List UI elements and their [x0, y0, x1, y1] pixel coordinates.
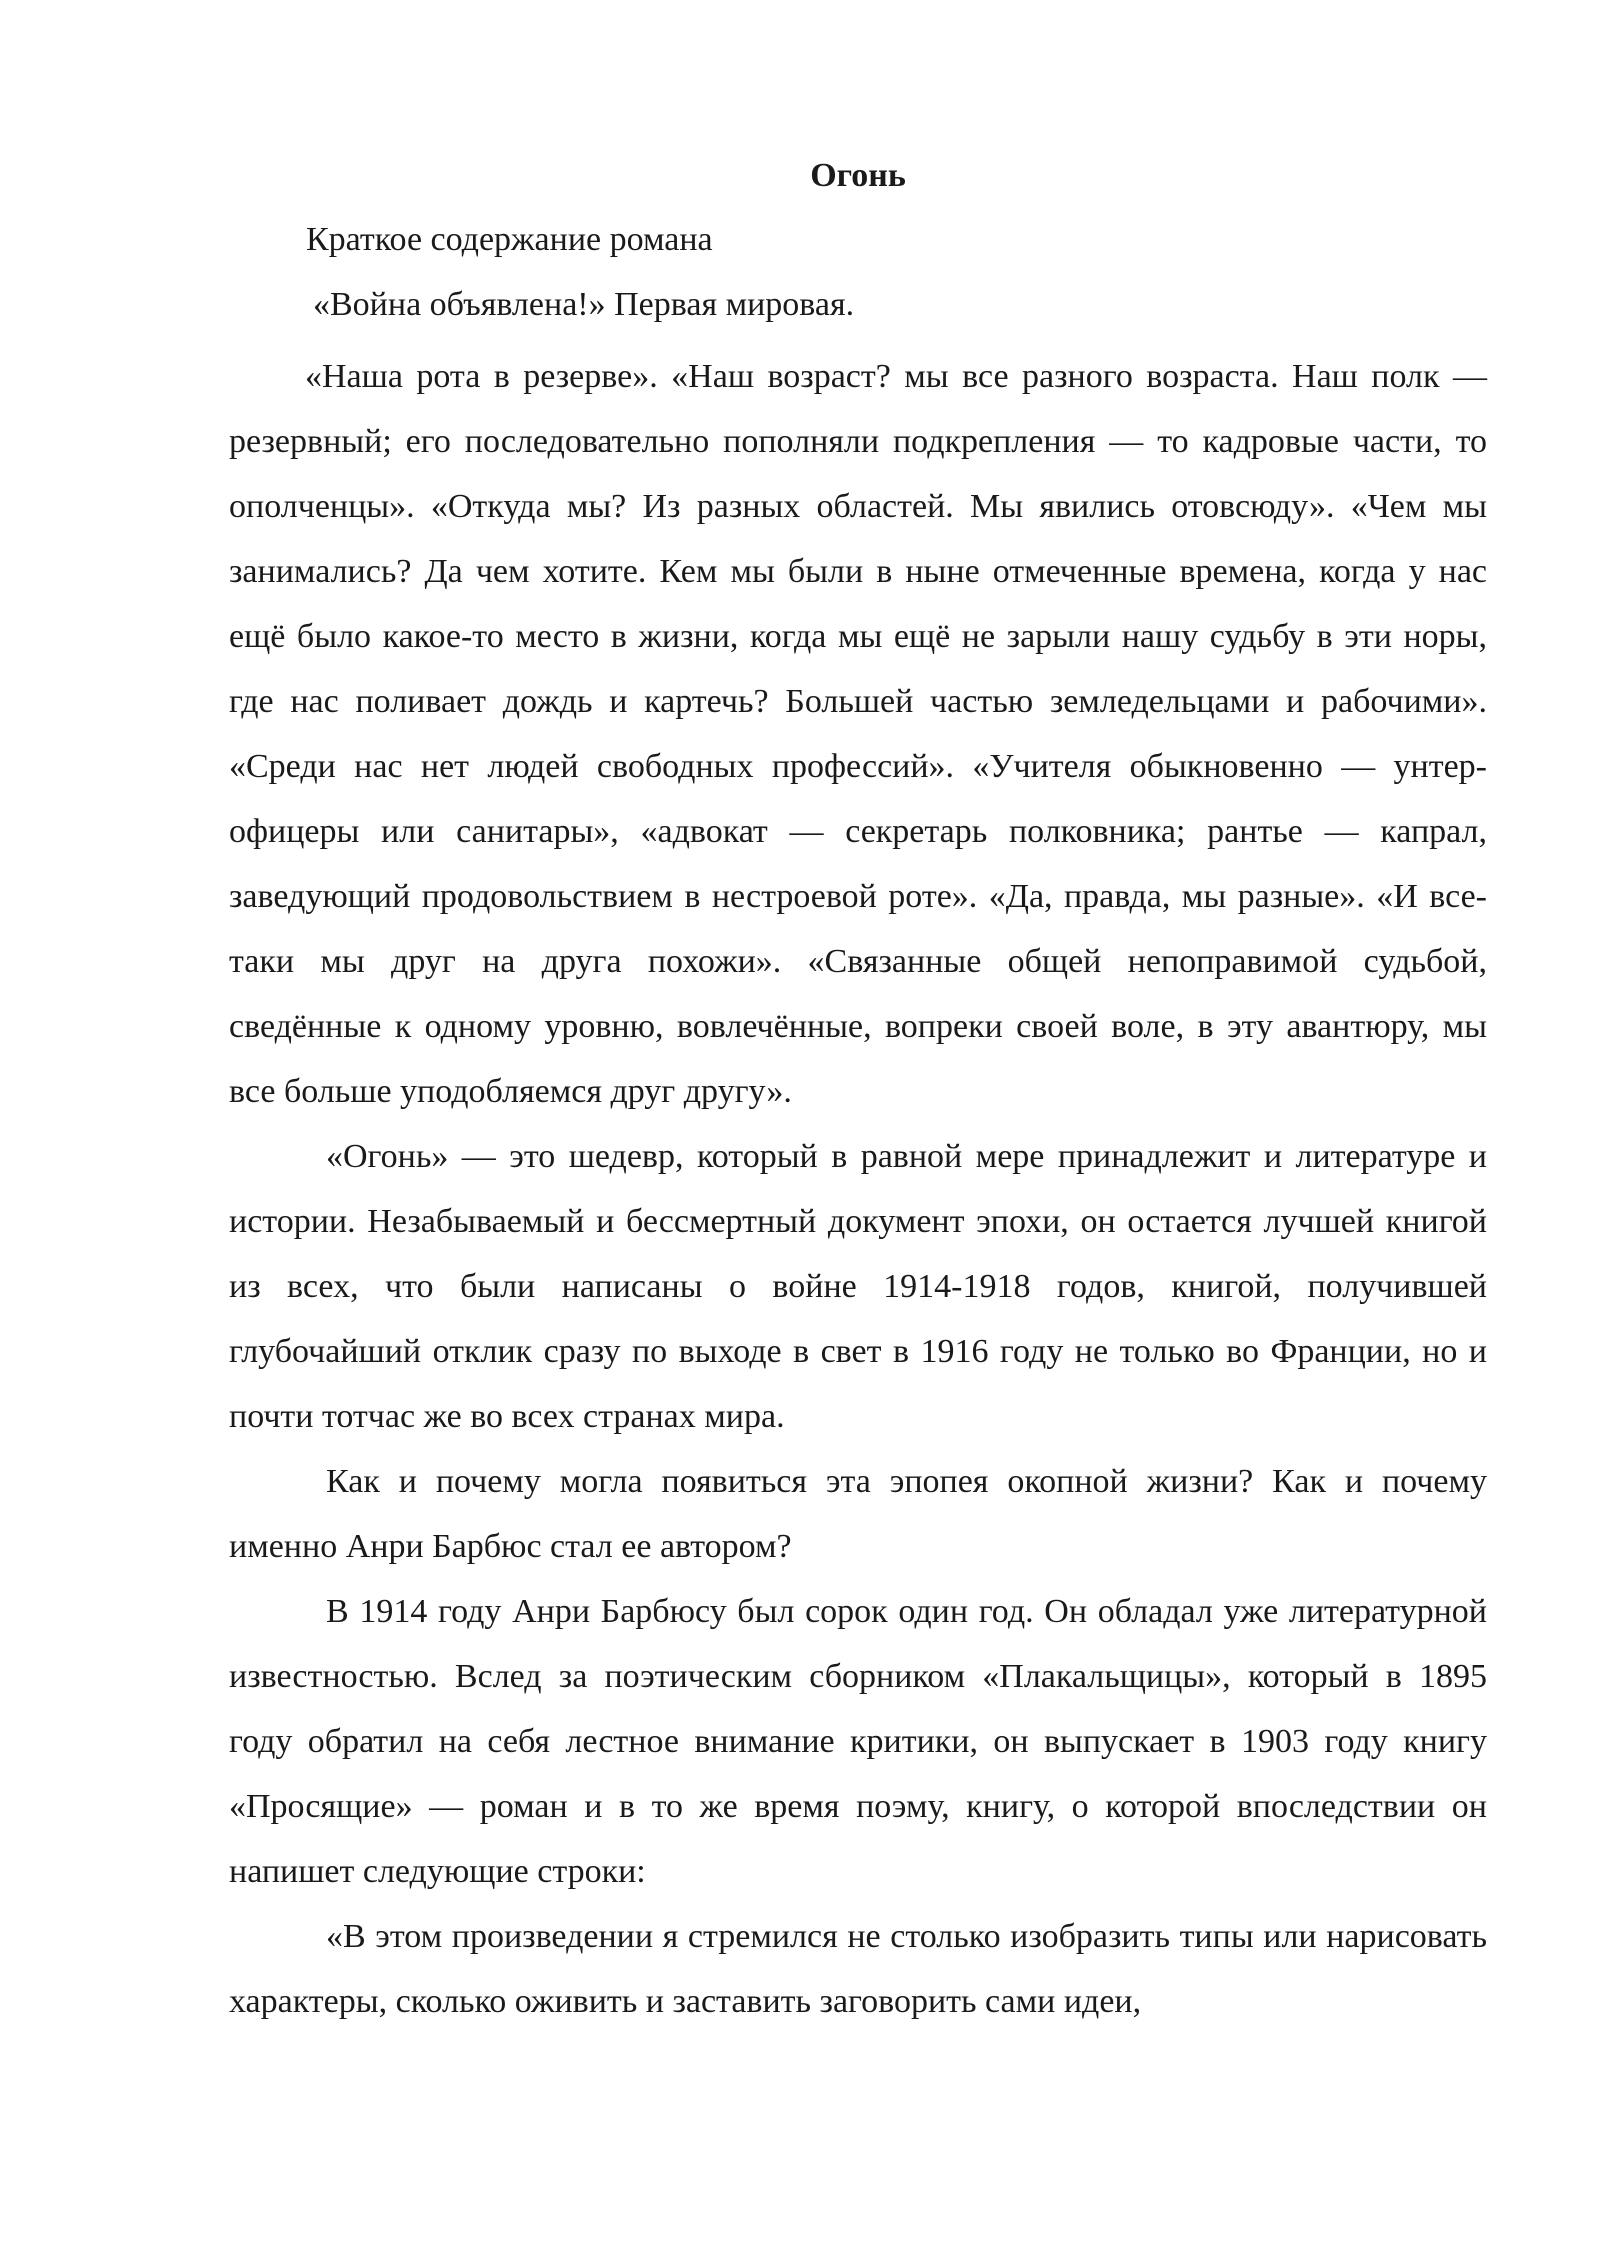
- paragraph-company-reserve: «Наша рота в резерве». «Наш возраст? мы все разного возраста. Наш полк — резервный; его последовательно пополняли подкрепления — то кадровые части, то ополченцы». «Откуда мы? Из разных областей. Мы явились отовсюду». «Чем мы занимались? Да чем хотите. Кем мы были в ныне отмеченные времена, когда у нас ещё было какое-то место в жизни, когда мы ещё не зарыли нашу судьбу в эти норы, где нас поливает дождь и картечь? Большей частью земледельцами и рабочими». «Среди нас нет людей свободных профессий». «Учителя обыкновенно — унтер-офицеры или санитары», «адвокат — секретарь полковника; рантье — капрал, заведующий продовольствием в нестроевой роте». «Да, правда, мы разные». «И все-таки мы друг на друга похожи». «Связанные общей непоправимой судьбой, сведённые к одному уровню, вовлечённые, вопреки своей воле, в эту авантюру, мы все больше уподобляемся друг другу».: [229, 358, 1487, 1110]
- paragraph-how-why: Как и почему могла появиться эта эпопея окопной жизни? Как и почему именно Анри Барбюс стал ее автором?: [229, 1463, 1487, 1565]
- paragraph-quote: «В этом произведении я стремился не столько изобразить типы или нарисовать характеры, сколько оживить и заставить заговорить сами идеи,: [229, 1918, 1487, 2020]
- paragraph-fire-masterpiece: «Огонь» — это шедевр, который в равной мере принадлежит и литературе и истории. Незабываемый и бессмертный документ эпохи, он остается лучшей книгой из всех, что были написаны о войне 1914-1918 годов, книгой, получившей глубочайший отклик сразу по выходе в свет в 1916 году не только во Франции, но и почти тотчас же во всех странах мира.: [229, 1138, 1487, 1435]
- document-title: Огонь: [810, 157, 906, 194]
- document-subtitle: Краткое содержание романа: [306, 221, 713, 258]
- document-subtitle-war: «Война объявлена!» Первая мировая.: [313, 286, 855, 323]
- document-body: [229, 150, 1487, 2034]
- paragraph-barbusse-1914: В 1914 году Анри Барбюсу был сорок один год. Он обладал уже литературной известностью. Вслед за поэтическим сборником «Плакальщицы», который в 1895 году обратил на себя лестное внимание критики, он выпускает в 1903 году книгу «Просящие» — роман и в то же время поэму, книгу, о которой впоследствии он напишет следующие строки:: [229, 1593, 1487, 1890]
